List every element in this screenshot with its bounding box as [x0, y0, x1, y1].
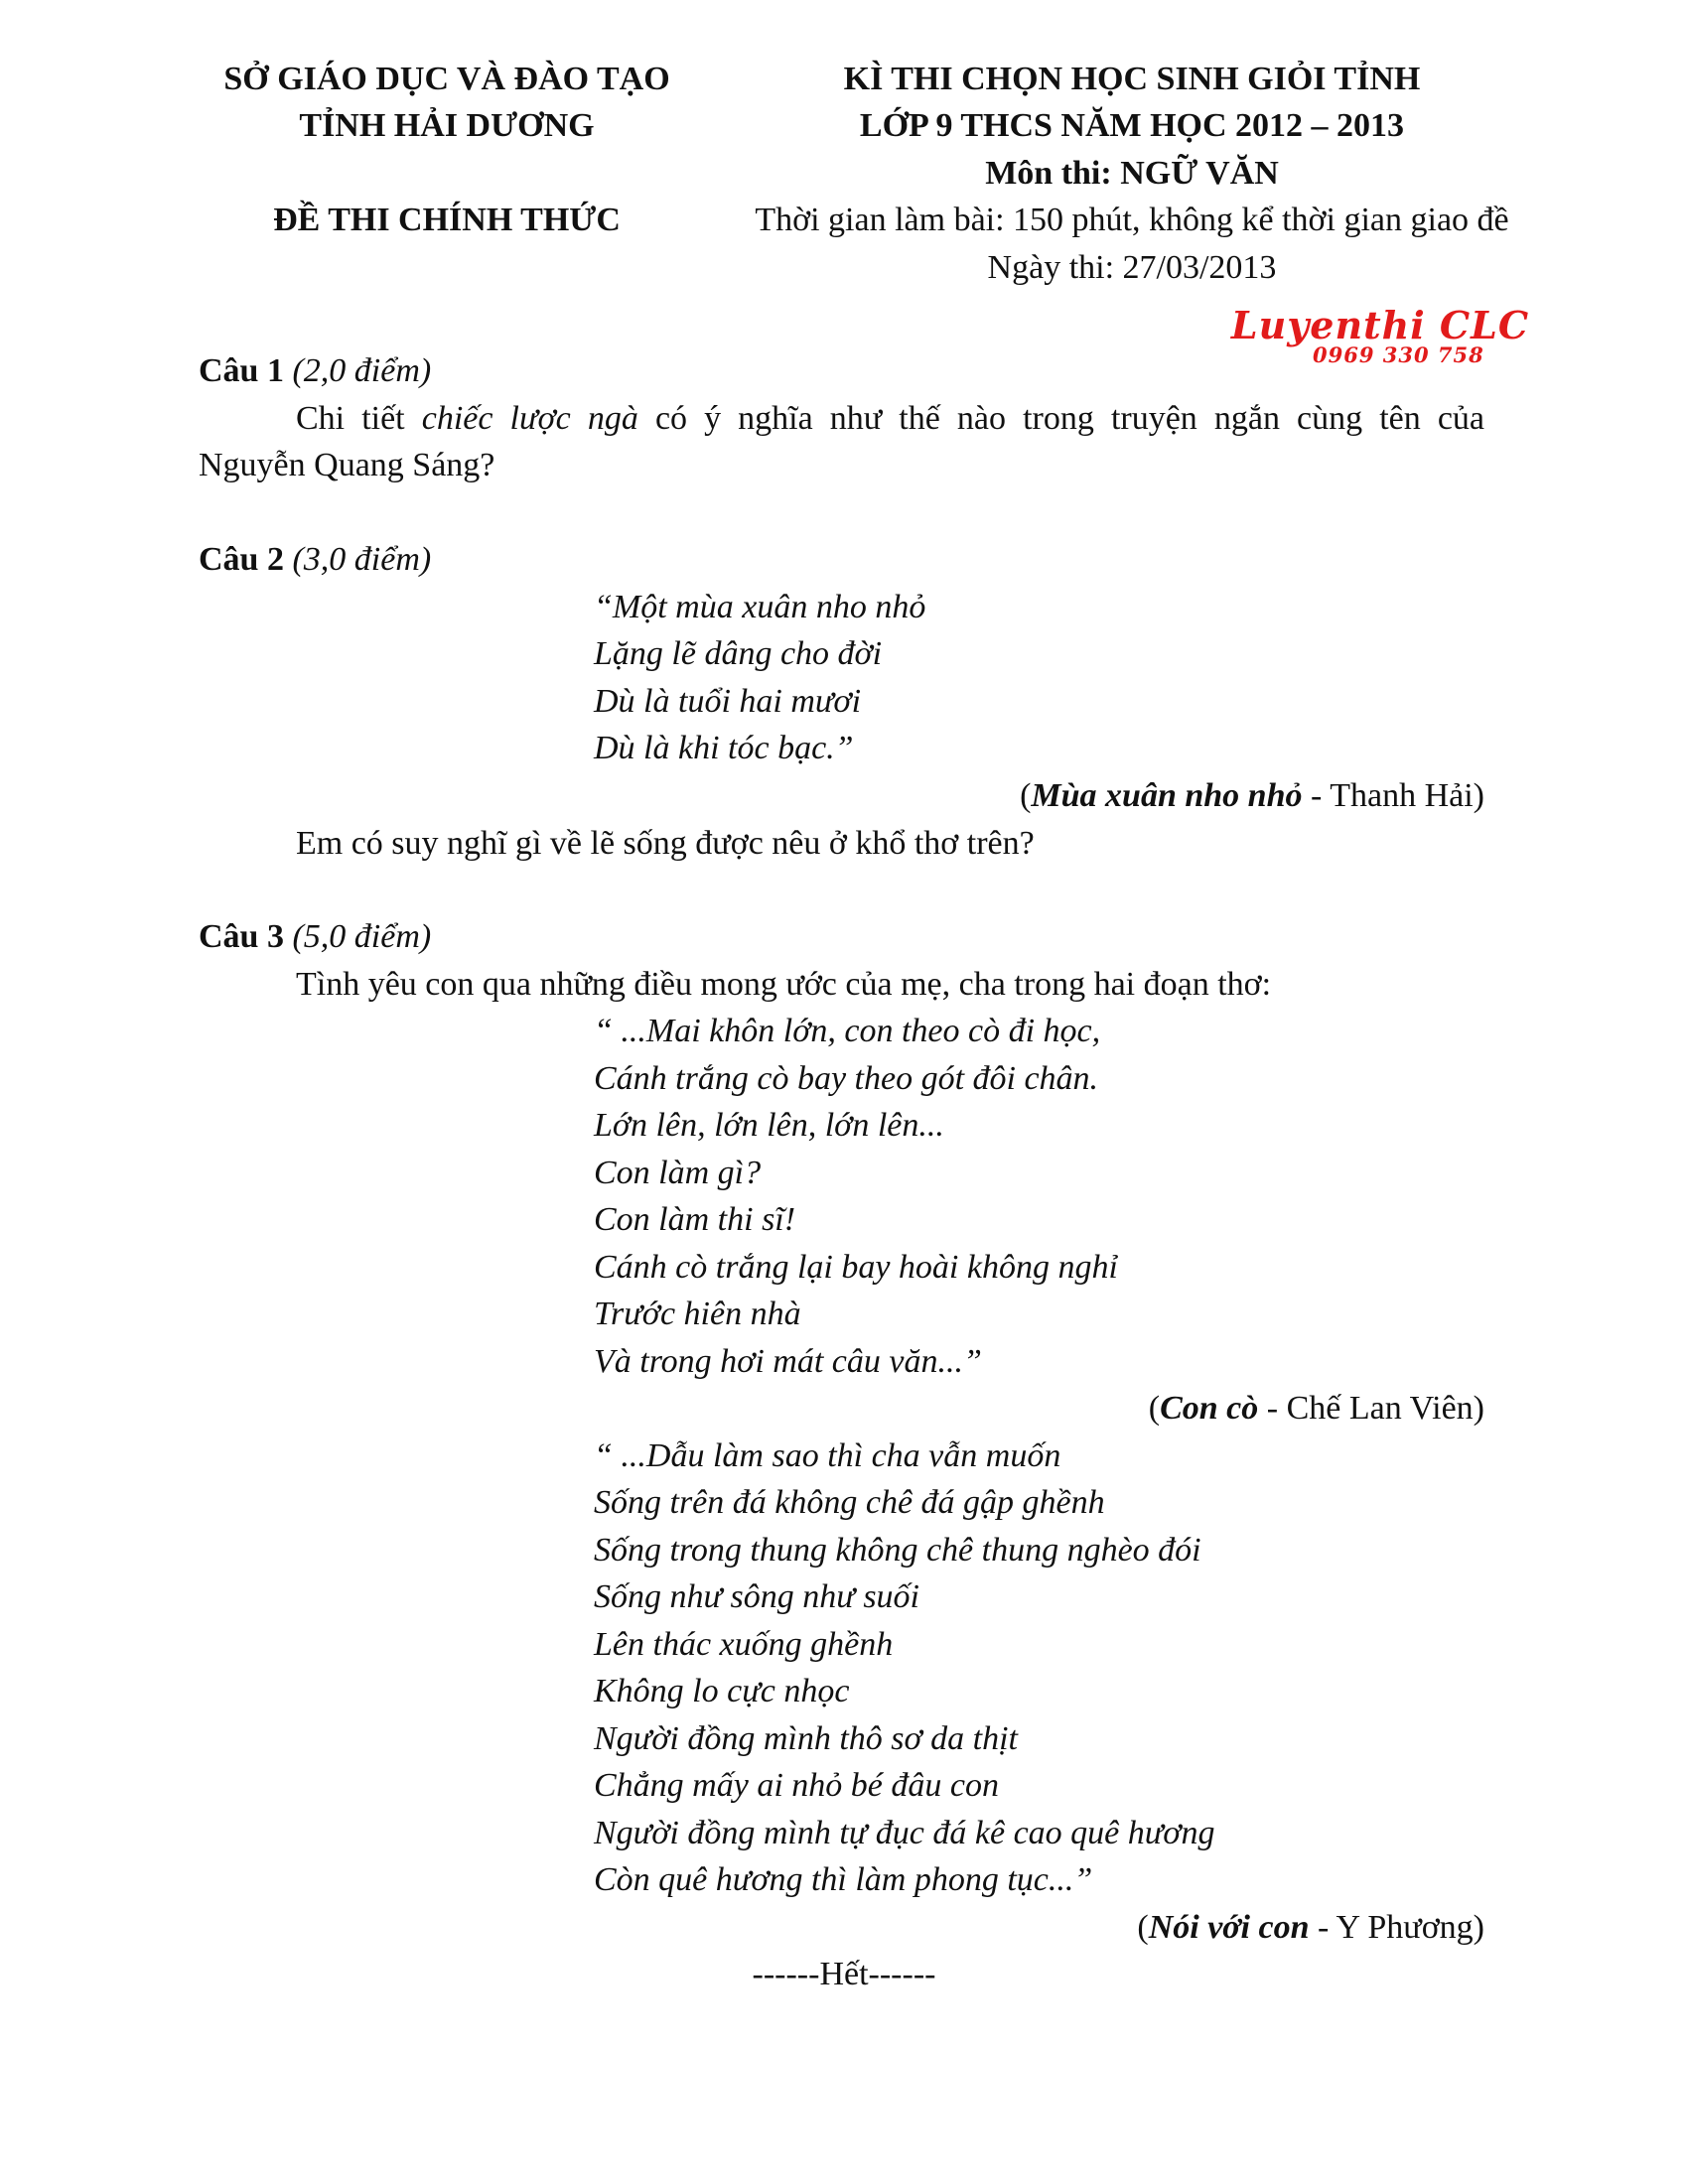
q2-source-title: Mùa xuân nho nhỏ	[1031, 777, 1303, 814]
subject-value: NGỮ VĂN	[1120, 155, 1279, 192]
q3-heading	[199, 913, 431, 960]
q3-source2-author: - Y Phương)	[1309, 1909, 1484, 1946]
q3-source2-open: (	[1137, 1909, 1149, 1946]
province-name: TỈNH HẢI DƯƠNG	[299, 107, 595, 144]
q1-label: Câu 1	[199, 352, 284, 389]
q2-poem-line: Dù là khi tóc bạc.”	[594, 730, 854, 766]
q3-poem1-line: Và trong hơi mát câu văn...”	[594, 1343, 982, 1380]
q3-poem2-line: Sống trên đá không chê đá gập ghềnh	[594, 1484, 1105, 1521]
exam-duration: Thời gian làm bài: 150 phút, không kể thời gian giao đề	[755, 202, 1509, 238]
q1-points: (2,0 điểm)	[292, 352, 432, 389]
department-name: SỞ GIÁO DỤC VÀ ĐÀO TẠO	[223, 61, 670, 97]
q3-poem2-line: “ ...Dẫu làm sao thì cha vẫn muốn	[594, 1437, 1061, 1474]
q3-label: Câu 3	[199, 918, 284, 955]
q3-source2-title: Nói với con	[1148, 1909, 1310, 1946]
q3-source1-open: (	[1148, 1390, 1161, 1427]
q1-text-part2: có ý nghĩa như thế nào trong truyện ngắn cùng tên của	[654, 400, 1485, 437]
q3-poem2-line: Sống trong thung không chê thung nghèo đói	[594, 1532, 1201, 1569]
exam-title: KÌ THI CHỌN HỌC SINH GIỎI TỈNH	[843, 61, 1421, 97]
end-marker: ------Hết------	[752, 1956, 936, 1992]
q3-poem1-line: Cánh cò trắng lại bay hoài không nghỉ	[594, 1249, 1118, 1286]
q3-poem2-line: Không lo cực nhọc	[594, 1673, 850, 1709]
q3-prompt: Tình yêu con qua những điều mong ước của mẹ, cha trong hai đoạn thơ:	[296, 966, 1272, 1003]
q3-poem1-line: Con làm gì?	[594, 1155, 762, 1191]
q3-poem2-line: Người đồng mình thô sơ da thịt	[594, 1720, 1018, 1757]
watermark-phone: 0969 330 758	[1313, 342, 1484, 367]
q2-points: (3,0 điểm)	[292, 541, 432, 578]
q2-poem-source	[894, 772, 1484, 819]
q3-source1-author: - Chế Lan Viên)	[1258, 1390, 1484, 1427]
exam-grade-year: LỚP 9 THCS NĂM HỌC 2012 – 2013	[859, 107, 1405, 144]
q3-poem2-line: Còn quê hương thì làm phong tục...”	[594, 1861, 1093, 1898]
q2-poem-line: Lặng lẽ dâng cho đời	[594, 635, 883, 672]
q3-poem2-line: Chẳng mấy ai nhỏ bé đâu con	[594, 1767, 999, 1804]
official-exam-label: ĐỀ THI CHÍNH THỨC	[273, 202, 621, 238]
q3-poem1-source	[894, 1385, 1484, 1432]
q3-poem2-line: Lên thác xuống ghềnh	[594, 1626, 894, 1663]
q1-text-line2: Nguyễn Quang Sáng?	[199, 447, 495, 483]
q2-heading	[199, 536, 431, 583]
exam-subject	[755, 150, 1509, 197]
q2-source-open: (	[1020, 777, 1032, 814]
q3-poem1-line: Cánh trắng cò bay theo gót đôi chân.	[594, 1060, 1099, 1097]
q2-poem-line: “Một mùa xuân nho nhỏ	[594, 589, 926, 625]
q2-source-author: - Thanh Hải)	[1302, 777, 1484, 814]
exam-date: Ngày thi: 27/03/2013	[987, 249, 1277, 286]
q1-heading	[199, 347, 431, 394]
q3-poem2-line: Sống như sông như suối	[594, 1578, 919, 1615]
q3-poem1-line: “ ...Mai khôn lớn, con theo cò đi học,	[594, 1013, 1101, 1049]
subject-label: Môn thi:	[985, 155, 1112, 192]
q3-poem1-line: Con làm thi sĩ!	[594, 1201, 796, 1238]
q3-poem1-line: Trước hiên nhà	[594, 1296, 801, 1332]
watermark-title: Luyenthi CLC	[1230, 303, 1530, 347]
q2-poem-line: Dù là tuổi hai mươi	[594, 683, 862, 720]
q1-text-line1	[296, 395, 1484, 442]
q3-poem1-line: Lớn lên, lớn lên, lớn lên...	[594, 1107, 944, 1144]
luyenthi-watermark	[1221, 303, 1539, 369]
q3-poem2-line: Người đồng mình tự đục đá kê cao quê hương	[594, 1815, 1215, 1851]
q1-text-part1: Chi tiết	[296, 400, 405, 437]
q2-label: Câu 2	[199, 541, 284, 578]
q3-poem2-source	[894, 1904, 1484, 1951]
q3-source1-title: Con cò	[1160, 1390, 1259, 1427]
q1-text-italic: chiếc lược ngà	[421, 400, 638, 437]
q3-points: (5,0 điểm)	[292, 918, 432, 955]
q2-prompt: Em có suy nghĩ gì về lẽ sống được nêu ở khổ thơ trên?	[296, 825, 1035, 862]
